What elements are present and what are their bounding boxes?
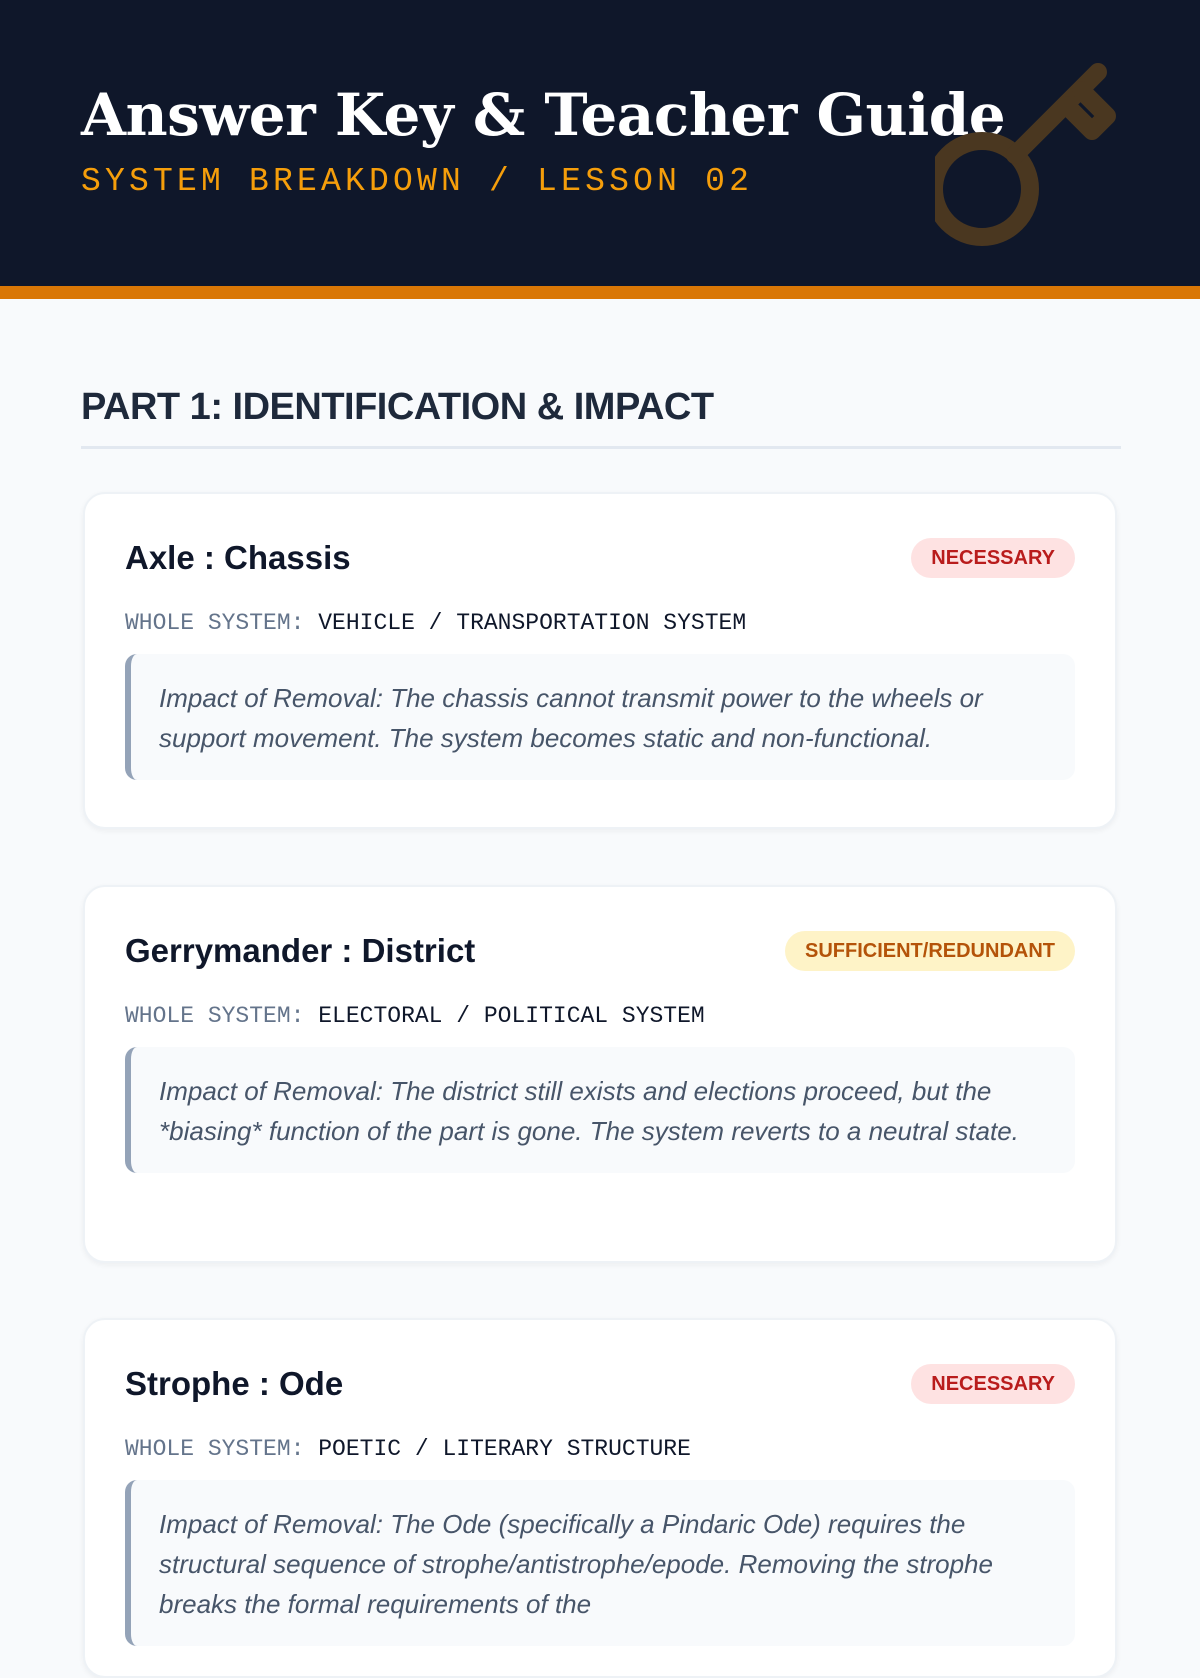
key-icon <box>935 55 1145 265</box>
whole-system-value: ELECTORAL / POLITICAL SYSTEM <box>318 1003 705 1029</box>
section-heading: PART 1: IDENTIFICATION & IMPACT <box>81 386 714 428</box>
page-subtitle: SYSTEM BREAKDOWN / LESSON 02 <box>81 163 754 200</box>
page-title: Answer Key & Teacher Guide <box>81 81 1006 149</box>
whole-system-value: VEHICLE / TRANSPORTATION SYSTEM <box>318 610 747 636</box>
whole-system-label: WHOLE SYSTEM: <box>125 610 305 636</box>
answer-card <box>83 492 1117 829</box>
impact-of-removal: Impact of Removal: The district still exists and elections proceed, but the *biasing* function of the part is gone. The system reverts to a neutral state. <box>125 1047 1075 1173</box>
card-title: Strophe : Ode <box>125 1365 344 1402</box>
whole-system-line <box>125 1001 705 1031</box>
whole-system-value: POETIC / LITERARY STRUCTURE <box>318 1436 691 1462</box>
status-badge: SUFFICIENT/REDUNDANT <box>785 931 1075 971</box>
impact-of-removal: Impact of Removal: The chassis cannot transmit power to the wheels or support movement. The system becomes static and non-functional. <box>125 654 1075 780</box>
page-header <box>0 0 1200 299</box>
answer-card <box>83 885 1117 1263</box>
status-badge: NECESSARY <box>911 538 1075 578</box>
impact-of-removal: Impact of Removal: The Ode (specifically a Pindaric Ode) requires the structural sequence of strophe/antistrophe/epode. Removing the strophe breaks the formal requirements of the <box>125 1480 1075 1646</box>
card-title: Axle : Chassis <box>125 539 351 576</box>
status-badge: NECESSARY <box>911 1364 1075 1404</box>
answer-card <box>83 1318 1117 1678</box>
section-divider <box>81 446 1121 449</box>
whole-system-line <box>125 1434 691 1464</box>
whole-system-label: WHOLE SYSTEM: <box>125 1003 305 1029</box>
whole-system-label: WHOLE SYSTEM: <box>125 1436 305 1462</box>
card-title: Gerrymander : District <box>125 932 476 969</box>
whole-system-line <box>125 608 746 638</box>
